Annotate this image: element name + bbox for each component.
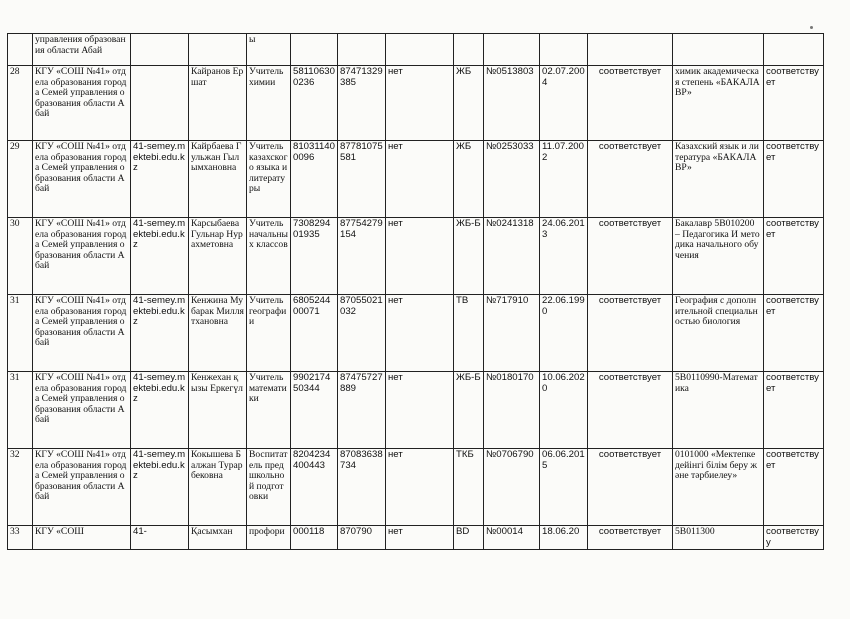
cell-status: соответствует (588, 449, 673, 526)
cell-iin: 581106300236 (291, 66, 338, 141)
cell-number: 29 (8, 141, 33, 218)
cell-doc-number: №0253033 (484, 141, 540, 218)
cell-number: 33 (8, 526, 33, 550)
table-row (8, 141, 824, 218)
cell-flag: нет (386, 372, 454, 449)
cell-issue-date: 06.06.2015 (540, 449, 588, 526)
cell-doc-type: ЖБ-Б (454, 218, 484, 295)
cell-conclusion: соответствует (764, 66, 824, 141)
cell-phone: 870790 (338, 526, 386, 550)
cell-status: соответствует (588, 295, 673, 372)
cell-flag: нет (386, 295, 454, 372)
cell-iin: 810311400096 (291, 141, 338, 218)
cell-position: ы (247, 34, 291, 66)
cell-full-name: Карсыбаева Гульнар Нурахметовна (189, 218, 247, 295)
cell-website: 41-semey.mektebi.edu.kz (131, 449, 189, 526)
cell-full-name: Кайранов Ершат (189, 66, 247, 141)
cell-conclusion: соответствует (764, 218, 824, 295)
cell-doc-number: №717910 (484, 295, 540, 372)
cell-position: Учитель математики (247, 372, 291, 449)
cell-position: Учитель начальных классов (247, 218, 291, 295)
cell-flag: нет (386, 449, 454, 526)
cell-doc-number: №0706790 (484, 449, 540, 526)
cell-position: Учитель химии (247, 66, 291, 141)
cell-flag: нет (386, 526, 454, 550)
cell-iin: 680524400071 (291, 295, 338, 372)
cell-doc-type: BD (454, 526, 484, 550)
table-row (8, 449, 824, 526)
cell-full-name: Кокышева Балжан Турарбековна (189, 449, 247, 526)
cell-iin: 000118 (291, 526, 338, 550)
cell-website: 41-semey.mektebi.edu.kz (131, 372, 189, 449)
cell-doc-type: ТВ (454, 295, 484, 372)
cell-status: соответствует (588, 66, 673, 141)
cell-doc-type: ЖБ (454, 141, 484, 218)
cell-status: соответствует (588, 372, 673, 449)
table-row (8, 218, 824, 295)
cell-org: КГУ «СОШ №41» отдела образования города Семей управления образования области Абай (33, 295, 131, 372)
cell-specialty: 5В0110990-Математика (673, 372, 764, 449)
cell-number: 32 (8, 449, 33, 526)
cell-org: КГУ «СОШ №41» отдела образования города Семей управления образования области Абай (33, 218, 131, 295)
cell-flag: нет (386, 218, 454, 295)
cell-website: 41-semey.mektebi.edu.kz (131, 141, 189, 218)
cell-flag: нет (386, 66, 454, 141)
cell-specialty: 5В011300 (673, 526, 764, 550)
cell-status: соответствует (588, 526, 673, 550)
cell-full-name: Кенжина Мубарак Миллятхановна (189, 295, 247, 372)
table-row (8, 66, 824, 141)
cell-specialty: химик академическая степень «БАКАЛАВР» (673, 66, 764, 141)
cell-phone: 87055021032 (338, 295, 386, 372)
cell-specialty: 0101000 «Мектепке дейінгі білім беру және тәрбиелеу» (673, 449, 764, 526)
cell-org: управления образования области Абай (33, 34, 131, 66)
scan-speck (810, 26, 813, 29)
cell-iin: 730829401935 (291, 218, 338, 295)
cell-iin: 8204234400443 (291, 449, 338, 526)
cell-issue-date: 18.06.20 (540, 526, 588, 550)
cell-phone: 87781075581 (338, 141, 386, 218)
cell-position: Учитель казахского языка и литературы (247, 141, 291, 218)
cell-conclusion: соответствует (764, 372, 824, 449)
cell-org: КГУ «СОШ №41» отдела образования города Семей управления образования области Абай (33, 66, 131, 141)
cell-issue-date: 22.06.1990 (540, 295, 588, 372)
cell-conclusion: соответствует (764, 449, 824, 526)
cell-website: 41- (131, 526, 189, 550)
cell-phone: 87475727889 (338, 372, 386, 449)
cell-conclusion: соответствует (764, 295, 824, 372)
cell-status: соответствует (588, 218, 673, 295)
cell-number: 30 (8, 218, 33, 295)
cell-org: КГУ «СОШ (33, 526, 131, 550)
cell-phone: 87083638734 (338, 449, 386, 526)
cell-doc-type: ЖБ (454, 66, 484, 141)
cell-issue-date: 24.06.2013 (540, 218, 588, 295)
cell-status: соответствует (588, 141, 673, 218)
cell-specialty: Бакалавр 5В010200 – Педагогика И методика начального обучения (673, 218, 764, 295)
cell-website: 41-semey.mektebi.edu.kz (131, 295, 189, 372)
cell-position: профори (247, 526, 291, 550)
cell-full-name: Кенжехан қызы Еркегүл (189, 372, 247, 449)
cell-full-name: Қасымхан (189, 526, 247, 550)
cell-issue-date: 02.07.2004 (540, 66, 588, 141)
cell-issue-date: 10.06.2020 (540, 372, 588, 449)
cell-issue-date: 11.07.2002 (540, 141, 588, 218)
cell-org: КГУ «СОШ №41» отдела образования города Семей управления образования области Абай (33, 372, 131, 449)
cell-flag: нет (386, 141, 454, 218)
cell-position: Воспитатель предшкольной подготовки (247, 449, 291, 526)
cell-conclusion: соответствуу (764, 526, 824, 550)
cell-specialty: Казахский язык и литература «БАКАЛАВР» (673, 141, 764, 218)
cell-specialty: География с дополнительной специальностью биология (673, 295, 764, 372)
cell-doc-number: №0180170 (484, 372, 540, 449)
cell-number: 31 (8, 295, 33, 372)
cell-phone: 87471329385 (338, 66, 386, 141)
cell-position: Учитель географии (247, 295, 291, 372)
table-row (8, 372, 824, 449)
staff-register-table (7, 33, 824, 550)
cell-org: КГУ «СОШ №41» отдела образования города Семей управления образования области Абай (33, 449, 131, 526)
cell-doc-type: ТКБ (454, 449, 484, 526)
cell-doc-number: №0241318 (484, 218, 540, 295)
cell-full-name: Кайрбаева Гульжан Гылымхановна (189, 141, 247, 218)
table-row (8, 295, 824, 372)
cell-conclusion: соответствует (764, 141, 824, 218)
cell-website: 41-semey.mektebi.edu.kz (131, 218, 189, 295)
cell-doc-number: №00014 (484, 526, 540, 550)
cell-doc-number: №0513803 (484, 66, 540, 141)
cell-number: 28 (8, 66, 33, 141)
cell-number: 31 (8, 372, 33, 449)
cell-iin: 990217450344 (291, 372, 338, 449)
cell-doc-type: ЖБ-Б (454, 372, 484, 449)
table-row (8, 34, 824, 66)
cell-org: КГУ «СОШ №41» отдела образования города Семей управления образования области Абай (33, 141, 131, 218)
cell-website (131, 66, 189, 141)
cell-phone: 87754279154 (338, 218, 386, 295)
table-row (8, 526, 824, 550)
